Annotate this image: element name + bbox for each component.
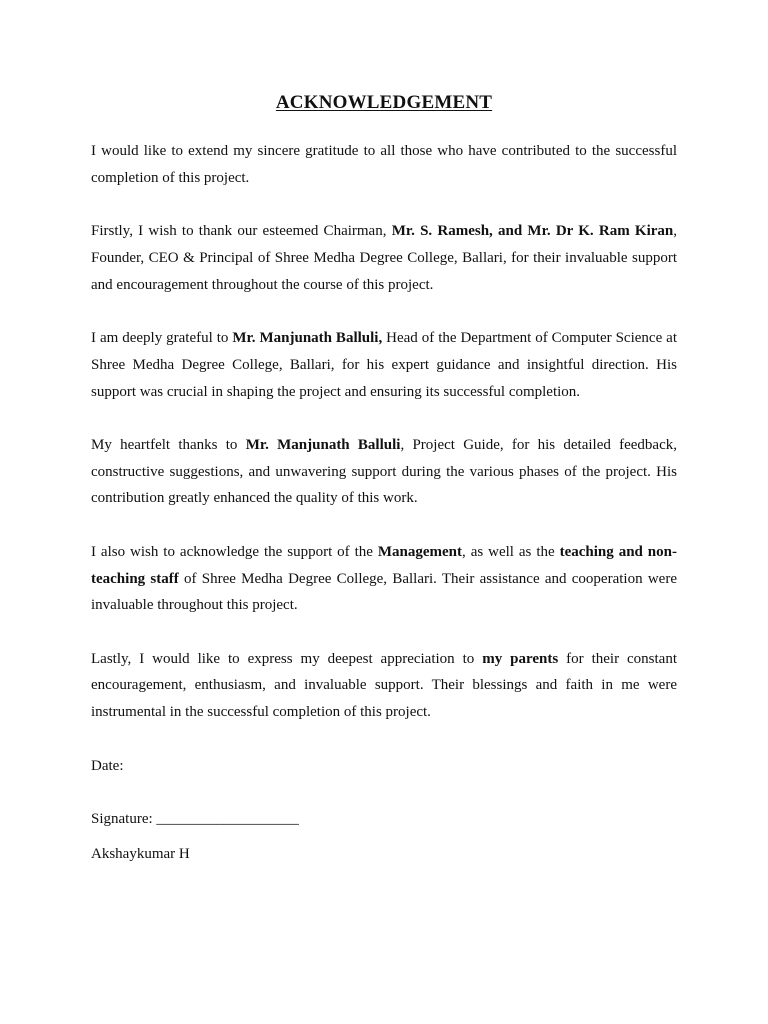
page-title: ACKNOWLEDGEMENT — [275, 92, 493, 113]
paragraph-text: , as well as the — [462, 543, 560, 560]
chairman-names: Mr. S. Ramesh, and Mr. Dr K. Ram Kiran — [391, 223, 674, 240]
paragraph-text: of Shree Medha Degree College, Ballari. Their assistance and cooperation were invaluable throughout this project. — [91, 570, 677, 614]
paragraph-parents — [91, 646, 677, 726]
paragraph-text: My heartfelt thanks to — [91, 436, 246, 453]
hod-name: Mr. Manjunath Balluli, — [232, 329, 383, 346]
paragraph-staff — [91, 539, 677, 619]
paragraph-text: , Project Guide, for his detailed feedback, constructive suggestions, and unwavering support during the various phases of the project. His contribution greatly enhanced the quality of this work. — [91, 436, 677, 507]
date-label: Date: — [91, 757, 124, 774]
paragraph-text: for their constant encouragement, enthusiasm, and invaluable support. Their blessings and faith in me were instrumental in the successful completion of this project. — [91, 650, 677, 721]
paragraph-text: Firstly, I wish to thank our esteemed Chairman, — [91, 223, 392, 240]
paragraph-intro — [91, 138, 677, 192]
paragraph-text: Head of the Department of Computer Science at Shree Medha Degree College, Ballari, for his expert guidance and insightful direction. His support was crucial in shaping the project and ensuring its successful completion. — [91, 329, 677, 400]
signature-line: Signature: ___________________ — [91, 810, 299, 827]
acknowledgement-body — [91, 138, 677, 867]
management-label: Management — [377, 543, 463, 560]
paragraph-text: I am deeply grateful to — [91, 329, 233, 346]
guide-name: Mr. Manjunath Balluli — [245, 436, 401, 453]
paragraph-text: I would like to extend my sincere gratitude to all those who have contributed to the successful completion of this project. — [91, 143, 677, 186]
paragraph-guide — [91, 432, 677, 512]
parents-label: my parents — [482, 650, 559, 667]
paragraph-chairman — [91, 218, 677, 298]
signer-name: Akshaykumar H — [91, 845, 190, 862]
paragraph-hod — [91, 325, 677, 405]
staff-label: teaching and non-teaching staff — [91, 543, 677, 587]
paragraph-text: , Founder, CEO & Principal of Shree Medha Degree College, Ballari, for their invaluable support and encouragement throughout the course of this project. — [91, 223, 678, 293]
paragraph-text: I also wish to acknowledge the support of the — [91, 543, 378, 560]
paragraph-text: Lastly, I would like to express my deepest appreciation to — [91, 650, 483, 667]
